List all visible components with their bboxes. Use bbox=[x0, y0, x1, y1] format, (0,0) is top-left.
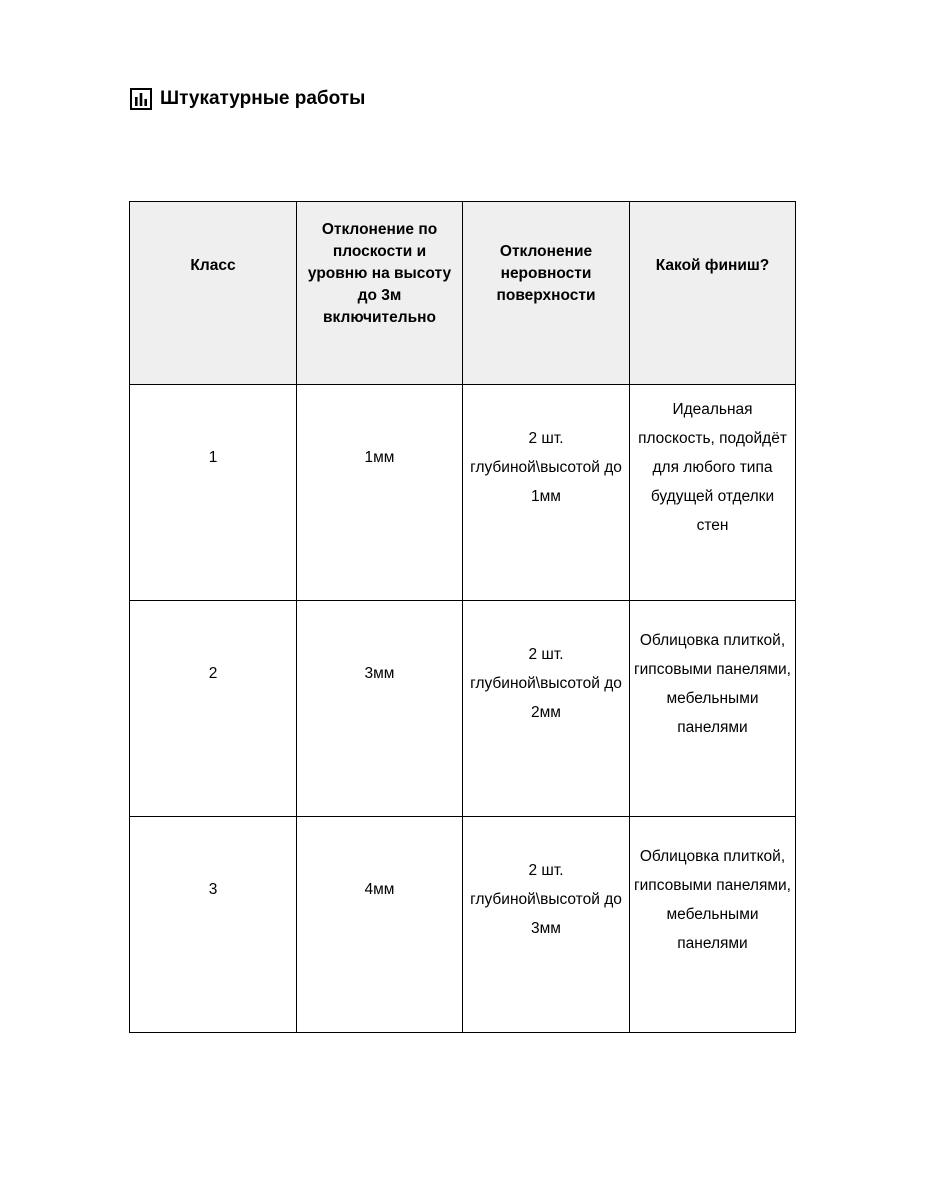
cell-plane-deviation: 3мм bbox=[297, 601, 463, 817]
cell-plane-deviation: 4мм bbox=[297, 817, 463, 1033]
table-row bbox=[130, 385, 796, 601]
header-finish: Какой финиш? bbox=[630, 202, 796, 385]
table-header-row bbox=[130, 202, 796, 385]
plaster-classes-table bbox=[129, 201, 796, 1033]
header-class: Класс bbox=[130, 202, 297, 385]
document-title bbox=[130, 88, 365, 110]
bar-chart-icon bbox=[130, 88, 152, 110]
cell-surface-deviation: 2 шт. глубиной\высотой до 3мм bbox=[463, 817, 630, 1033]
cell-surface-deviation: 2 шт. глубиной\высотой до 2мм bbox=[463, 601, 630, 817]
cell-class: 1 bbox=[130, 385, 297, 601]
cell-surface-deviation: 2 шт. глубиной\высотой до 1мм bbox=[463, 385, 630, 601]
table-row bbox=[130, 601, 796, 817]
cell-class: 3 bbox=[130, 817, 297, 1033]
page-title: Штукатурные работы bbox=[160, 88, 366, 109]
cell-finish: Идеальная плоскость, подойдёт для любого типа будущей отделки стен bbox=[630, 385, 796, 601]
cell-finish: Облицовка плиткой, гипсовыми панелями, мебельными панелями bbox=[630, 817, 796, 1033]
cell-class: 2 bbox=[130, 601, 297, 817]
cell-finish: Облицовка плиткой, гипсовыми панелями, мебельными панелями bbox=[630, 601, 796, 817]
table-row bbox=[130, 817, 796, 1033]
header-surface-deviation: Отклонение неровности поверхности bbox=[463, 202, 630, 385]
cell-plane-deviation: 1мм bbox=[297, 385, 463, 601]
header-plane-deviation: Отклонение по плоскости и уровню на высоту до 3м включительно bbox=[297, 202, 463, 385]
